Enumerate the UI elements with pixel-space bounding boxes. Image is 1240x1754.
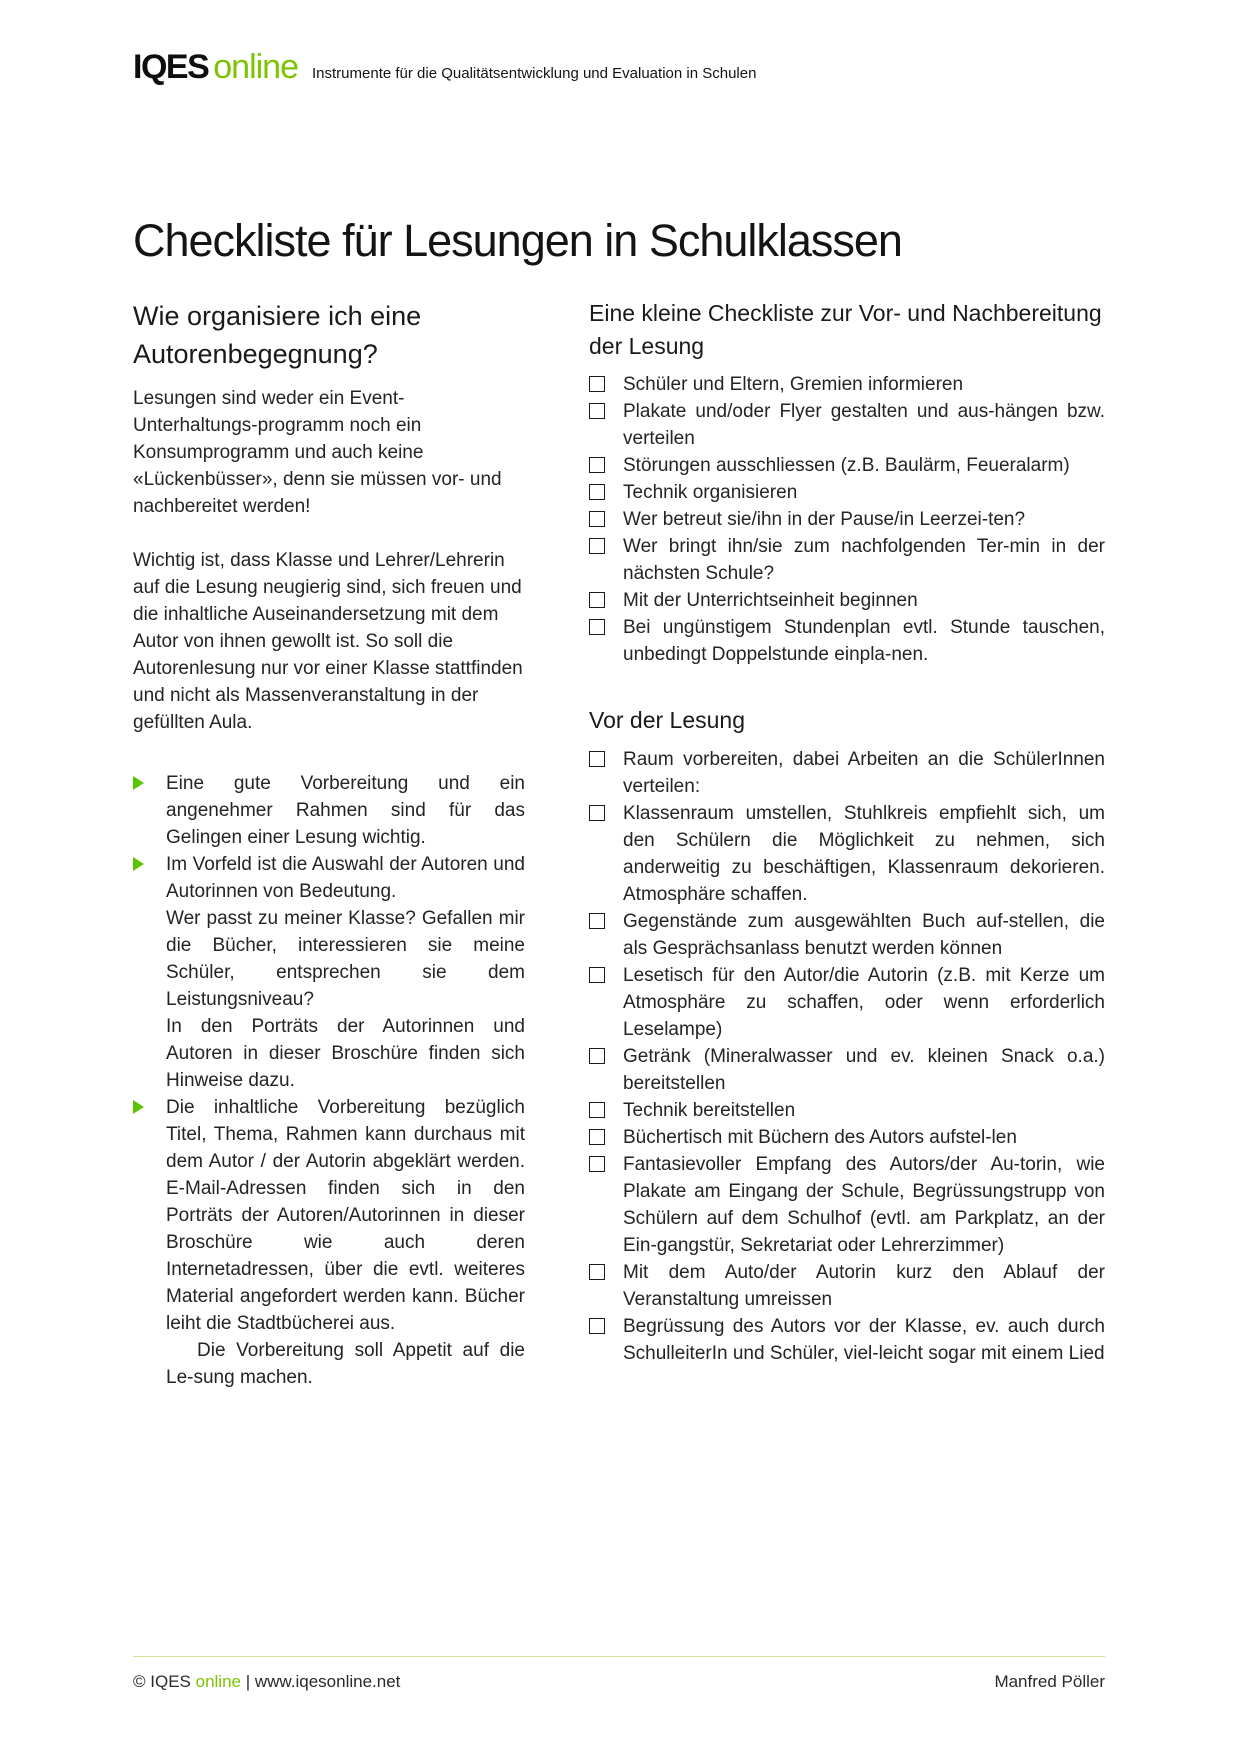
checkbox-icon[interactable] [589,1043,623,1097]
checklist-item [589,1259,1105,1313]
checkbox-icon[interactable] [589,962,623,1043]
intro-paragraph: Wichtig ist, dass Klasse und Lehrer/Lehrerin auf die Lesung neugierig sind, sich freuen und die inhaltliche Auseinandersetzung mit dem Autor von ihnen gewollt ist. So soll die Autorenlesung nur vor einer Klasse stattfinden und nicht als Massenveranstaltung in der gefüllten Aula. [133,550,523,734]
bullet-paragraph: Die inhaltliche Vorbereitung bezüglich Titel, Thema, Rahmen kann durchaus mit dem Autor / der Autorin abgeklärt werden. E-Mail-Adressen finden sich in den Porträts der Autoren/Autorinnen in dieser Broschüre wie auch deren Internetadressen, über die evtl. weiteres Material angefordert werden kann. Bücher leiht die Stadtbücherei aus. [166,1097,525,1335]
bullet-list [133,770,525,1391]
footer-url-link[interactable]: www.iqesonline.net [254,1672,401,1691]
footer-separator: | [240,1672,255,1691]
checkbox-icon[interactable] [589,1313,623,1367]
bullet-item [133,1094,525,1391]
checklist-item-label: Getränk (Mineralwasser und ev. kleinen Snack o.a.) bereitstellen [623,1045,1105,1094]
checklist-section-vor-und-nachbereitung [589,297,1105,669]
checklist-item-label: Gegenstände zum ausgewählten Buch auf-stellen, die als Gesprächsanlass benutzt werden können [623,910,1105,959]
checklist-section-heading: Vor der Lesung [589,707,746,734]
copyright-text: © IQES [133,1672,196,1691]
checkbox-icon[interactable] [589,908,623,962]
checkbox-icon[interactable] [589,800,623,908]
checkbox-icon[interactable] [589,1151,623,1259]
intro-paragraph: Lesungen sind weder ein Event-Unterhaltungs-programm noch ein Konsumprogramm und auch keine «Lückenbüsser», denn sie müssen vor- und nachbereitet werden! [133,388,502,518]
checklist-item-label: Fantasievoller Empfang des Autors/der Au-torin, wie Plakate am Eingang der Schule, Begrüssungstrupp von Schülern auf dem Schulhof (evtl. am Parkplatz, an der Ein-gangstür, Sekretariat oder Lehrerzimmer) [623,1153,1105,1256]
checklist-item-label: Plakate und/oder Flyer gestalten und aus-hängen bzw. verteilen [623,401,1105,450]
checklist-item [589,1043,1105,1097]
bullet-paragraph: Wer passt zu meiner Klasse? Gefallen mir die Bücher, interessieren sie meine Schüler, entsprechen sie dem Leistungsniveau? [166,908,525,1011]
content-columns [133,297,1105,1392]
checkbox-icon[interactable] [589,371,623,398]
bullet-text [166,1094,525,1391]
checklist-item [589,1097,1105,1124]
green-arrow-icon [133,851,166,1094]
checklist-item [589,371,1105,398]
checklist-item [589,962,1105,1043]
right-column [589,297,1105,1367]
checkbox-icon[interactable] [589,506,623,533]
checklist-item-label: Mit dem Auto/der Autorin kurz den Ablauf der Veranstaltung umreissen [623,1261,1105,1310]
checklist-item-label: Technik bereitstellen [623,1099,796,1121]
checklist-section-vor-der-lesung [589,704,1105,1366]
checklist-item [589,746,1105,800]
checklist-item [589,614,1105,668]
left-column [133,297,525,1392]
checklist-item-label: Büchertisch mit Büchern des Autors aufstel-len [623,1126,1017,1148]
checklist-item-label: Bei ungünstigem Stundenplan evtl. Stunde tauschen, unbedingt Doppelstunde einpla-nen. [623,617,1105,666]
checkbox-icon[interactable] [589,398,623,452]
checklist-item [589,908,1105,962]
checklist-item [589,533,1105,587]
checklist-item-label: Klassenraum umstellen, Stuhlkreis empfiehlt sich, um den Schülern die Möglichkeit zu nehmen, sich anderweitig zu beschäftigen, Klassenraum dekorieren. Atmosphäre schaffen. [623,802,1105,905]
copyright-online-text: online [195,1672,241,1691]
checklist-item-label: Schüler und Eltern, Gremien informieren [623,374,964,396]
page-footer [133,1656,1105,1692]
checklist-item [589,479,1105,506]
bullet-text [166,770,525,851]
checklist-item [589,800,1105,908]
checkbox-icon[interactable] [589,1124,623,1151]
checklist-item [589,452,1105,479]
green-arrow-icon [133,1094,166,1391]
checklist-item [589,1124,1105,1151]
bullet-paragraph: Im Vorfeld ist die Auswahl der Autoren und Autorinnen von Bedeutung. [166,854,525,903]
checklist-item [589,1151,1105,1259]
header-tagline: Instrumente für die Qualitätsentwicklung und Evaluation in Schulen [312,65,757,82]
checkbox-icon[interactable] [589,746,623,800]
bullet-item [133,851,525,1094]
left-column-heading: Wie organisiere ich eine Autorenbegegnung? [133,300,422,370]
checklist-items [589,746,1105,1367]
checklist-item [589,398,1105,452]
checkbox-icon[interactable] [589,479,623,506]
checklist-items [589,371,1105,668]
checklist-item-label: Störungen ausschliessen (z.B. Baulärm, Feueralarm) [623,455,1070,477]
checkbox-icon[interactable] [589,614,623,668]
checklist-item-label: Technik organisieren [623,482,798,504]
checklist-item-label: Begrüssung des Autors vor der Klasse, ev. auch durch SchulleiterIn und Schüler, viel-leicht sogar mit einem Lied [623,1315,1105,1364]
checklist-item-label: Wer betreut sie/ihn in der Pause/in Leerzei-ten? [623,509,1026,531]
checklist-item [589,506,1105,533]
checklist-item-label: Lesetisch für den Autor/die Autorin (z.B. mit Kerze um Atmosphäre zu schaffen, oder wenn erforderlich Leselampe) [623,964,1105,1040]
checklist-item-label: Mit der Unterrichtseinheit beginnen [623,590,918,612]
iqes-logo-green: online [213,48,298,86]
checkbox-icon[interactable] [589,1097,623,1124]
footer-author: Manfred Pöller [994,1672,1105,1691]
page-title: Checkliste für Lesungen in Schulklassen [133,215,902,266]
checkbox-icon[interactable] [589,587,623,614]
checklist-section-heading: Eine kleine Checkliste zur Vor- und Nachbereitung der Lesung [589,299,1102,360]
checklist-item-label: Raum vorbereiten, dabei Arbeiten an die SchülerInnen verteilen: [623,748,1105,797]
checkbox-icon[interactable] [589,533,623,587]
bullet-paragraph: Eine gute Vorbereitung und ein angenehmer Rahmen sind für das Gelingen einer Lesung wichtig. [166,773,525,849]
footer-copyright [133,1672,400,1692]
checklist-item [589,587,1105,614]
checkbox-icon[interactable] [589,1259,623,1313]
iqes-logo-black: IQES [133,48,209,86]
checkbox-icon[interactable] [589,452,623,479]
bullet-item [133,770,525,851]
checklist-item-label: Wer bringt ihn/sie zum nachfolgenden Ter-min in der nächsten Schule? [623,536,1105,585]
bullet-paragraph-indented: Die Vorbereitung soll Appetit auf die Le-sung machen. [166,1340,525,1389]
green-arrow-icon [133,770,166,851]
header [133,48,1105,87]
bullet-text [166,851,525,1094]
checklist-item [589,1313,1105,1367]
bullet-paragraph: In den Porträts der Autorinnen und Autoren in dieser Broschüre finden sich Hinweise dazu. [166,1016,525,1092]
